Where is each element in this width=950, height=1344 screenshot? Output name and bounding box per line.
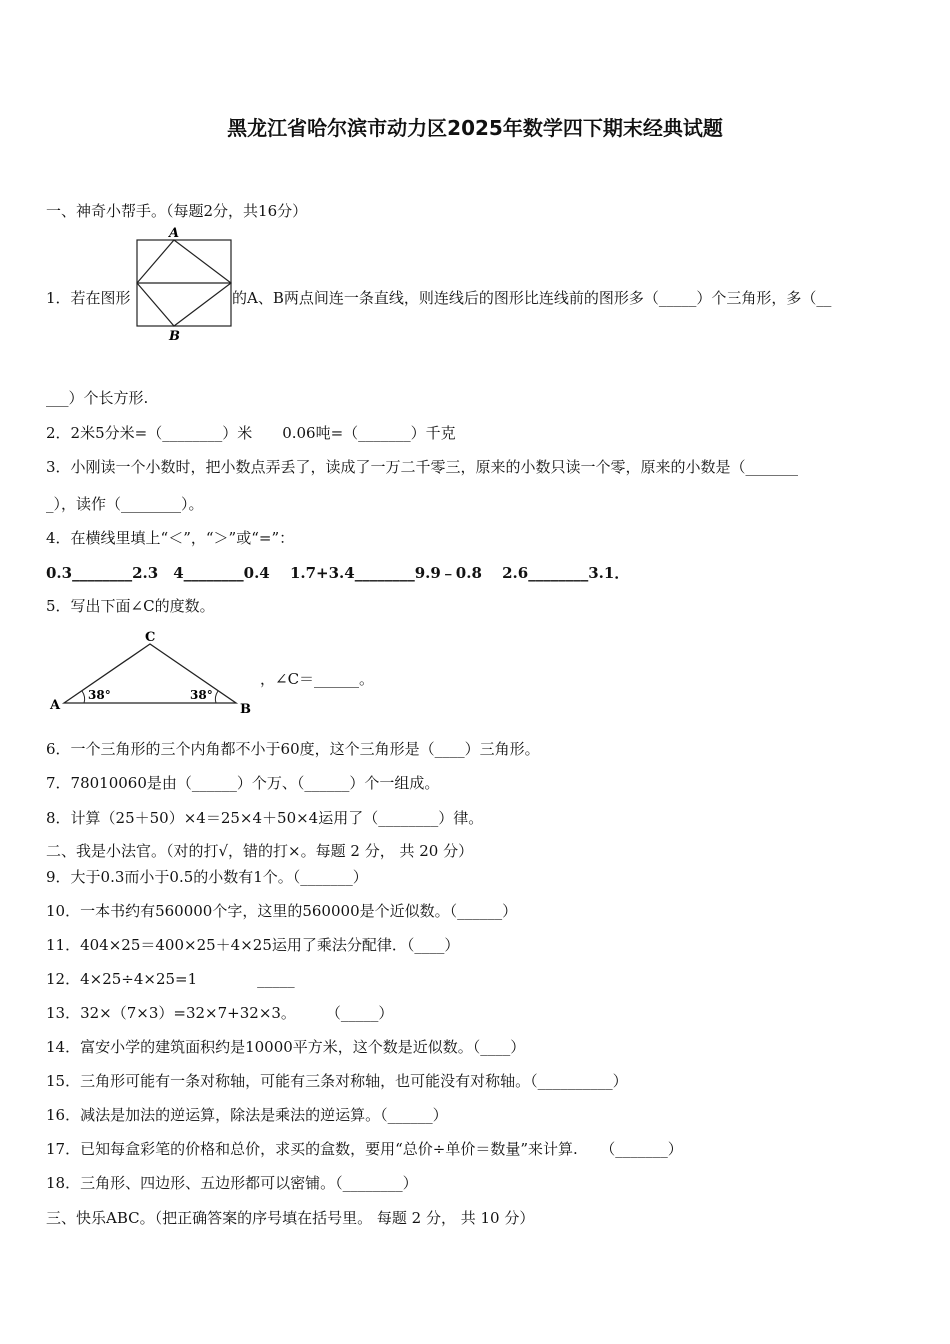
q6-text: 6．一个三角形的三个内角都不小于60度，这个三角形是（____）三角形。 bbox=[46, 740, 540, 758]
section3-heading: 三、快乐ABC。（把正确答案的序号填在括号里。 每题 2 分， 共 10 分） bbox=[46, 1209, 535, 1227]
q14-text: 14．富安小学的建筑面积约是10000平方米，这个数是近似数。（____） bbox=[46, 1038, 526, 1056]
q16-text: 16．减法是加法的逆运算，除法是乘法的逆运算。（______） bbox=[46, 1106, 448, 1124]
q5-triangle-figure bbox=[46, 626, 256, 718]
q5-answer: ，∠C＝______。 bbox=[260, 670, 375, 688]
q4-line2: 0.3________2.3 4________0.4 1.7+3.4________9.9﹣0.8 2.6________3.1． bbox=[46, 564, 630, 582]
q12-text: 12．4×25÷4×25=1 _____ bbox=[46, 970, 295, 988]
q5-angle-b: 38° bbox=[190, 688, 213, 702]
q5-angle-arc-a bbox=[82, 691, 85, 703]
q15-text: 15．三角形可能有一条对称轴，可能有三条对称轴，也可能没有对称轴。（__________） bbox=[46, 1072, 628, 1090]
q5-label-c: C bbox=[145, 630, 156, 645]
q5-text: 5．写出下面∠C的度数。 bbox=[46, 597, 215, 615]
q5-label-a: A bbox=[50, 698, 61, 713]
q1-label-a: A bbox=[169, 226, 180, 241]
q1-post-text: 的A、B两点间连一条直线，则连线后的图形比连线前的图形多（_____）个三角形，多（__ bbox=[232, 289, 832, 307]
q10-text: 10．一本书约有560000个字，这里的560000是个近似数。（______） bbox=[46, 902, 518, 920]
q7-text: 7．78010060是由（______）个万、（______）个一组成。 bbox=[46, 774, 440, 792]
section1-heading: 一、神奇小帮手。（每题2分，共16分） bbox=[46, 202, 308, 220]
section2-heading: 二、我是小法官。（对的打√，错的打×。每题 2 分， 共 20 分） bbox=[46, 842, 474, 860]
q1-pre-text: 1．若在图形 bbox=[46, 289, 131, 307]
q5-angle-arc-b bbox=[215, 691, 218, 703]
q1-label-b: B bbox=[169, 329, 180, 344]
q17-text: 17．已知每盒彩笔的价格和总价，求买的盒数，要用“总价÷单价＝数量”来计算. （_______） bbox=[46, 1140, 683, 1158]
q9-text: 9．大于0.3而小于0.5的小数有1个。（_______） bbox=[46, 868, 368, 886]
q5-label-b: B bbox=[240, 702, 251, 717]
q1-rectangle-figure bbox=[134, 224, 236, 344]
q8-text: 8．计算（25＋50）×4＝25×4＋50×4运用了（________）律。 bbox=[46, 809, 484, 827]
q4-line1: 4．在横线里填上“＜”，“＞”或“=”： bbox=[46, 529, 295, 547]
q2-text: 2．2米5分米=（________）米 0.06吨=（_______）千克 bbox=[46, 424, 456, 442]
q1-continuation: ___）个长方形. bbox=[46, 389, 149, 407]
q11-text: 11．404×25＝400×25＋4×25运用了乘法分配律．（____） bbox=[46, 936, 460, 954]
q3-line2: _），读作（________）。 bbox=[46, 495, 204, 513]
q5-angle-a: 38° bbox=[88, 688, 111, 702]
q3-line1: 3．小刚读一个小数时，把小数点弄丢了，读成了一万二千零三，原来的小数只读一个零，原来的小数是（_______ bbox=[46, 458, 799, 476]
q18-text: 18．三角形、四边形、五边形都可以密铺。（________） bbox=[46, 1174, 418, 1192]
q13-text: 13．32×（7×3）=32×7+32×3。 （_____） bbox=[46, 1004, 394, 1022]
page-title: 黑龙江省哈尔滨市动力区2025年数学四下期末经典试题 bbox=[227, 116, 723, 140]
